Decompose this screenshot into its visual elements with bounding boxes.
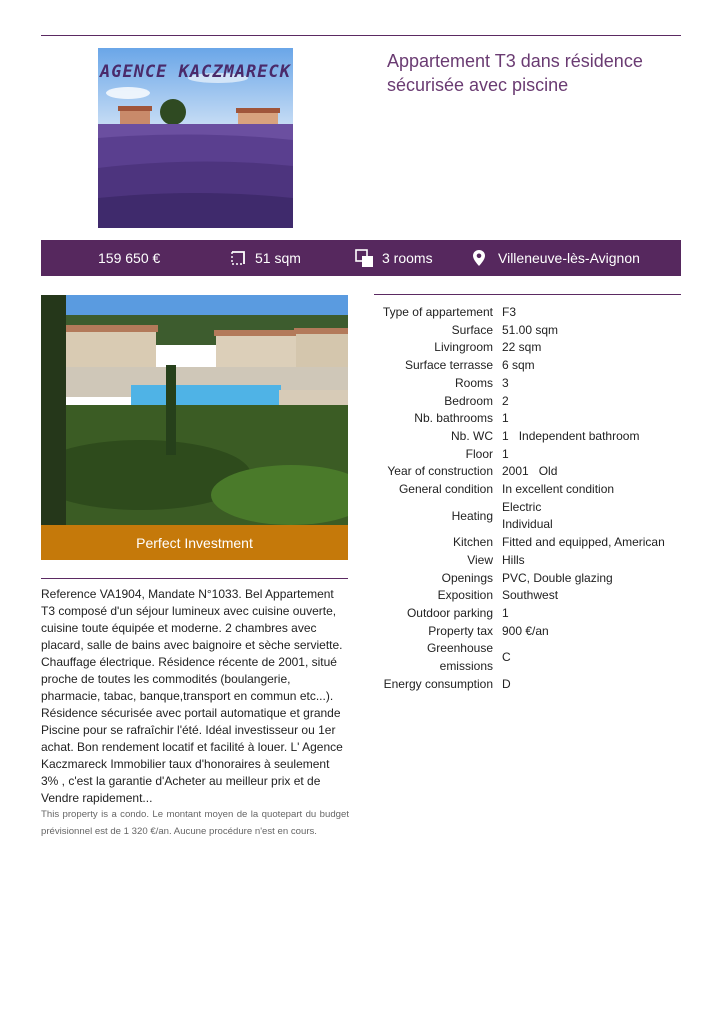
spec-label: Year of construction [387, 464, 493, 479]
spec-value: D [502, 676, 511, 691]
spec-value: 1 [502, 605, 509, 620]
spec-value-line: Electric [502, 499, 542, 514]
spec-label: General condition [398, 482, 493, 497]
spec-label: Rooms [454, 375, 493, 390]
specs-table [374, 304, 684, 693]
property-photo [41, 295, 348, 525]
spec-value: PVC, Double glazing [502, 570, 613, 585]
spec-value: Fitted and equipped, American [502, 535, 665, 550]
spec-value-extra: Old [538, 464, 558, 479]
spec-value: Southwest [502, 588, 559, 603]
spec-row [374, 640, 684, 675]
spec-value [502, 463, 557, 481]
spec-label: Outdoor parking [406, 605, 493, 620]
spec-label-line: emissions [439, 659, 493, 674]
spec-label: Surface terrasse [404, 358, 493, 373]
spec-value: In excellent condition [502, 482, 615, 497]
spec-label: Bedroom [444, 393, 493, 408]
spec-label: Nb. bathrooms [414, 411, 493, 426]
spec-value: 1 [502, 411, 509, 426]
spec-label: Kitchen [452, 535, 493, 550]
spec-value: C [502, 650, 511, 665]
spec-row [374, 304, 684, 322]
surface-value: 51 sqm [255, 250, 301, 266]
surface-icon [229, 249, 247, 267]
spec-row [374, 357, 684, 375]
spec-row [374, 676, 684, 694]
spec-label [374, 640, 493, 675]
description-text: Reference VA1904, Mandate N°1033. Bel Appartement T3 composé d'un séjour lumineux avec cuisine ouverte, cuisine toute équipée et moderne. 2 chambres avec placard, salle de bains avec baignoire et sèche serviette. Chauffage électrique. Résidence récente de 2001, situé proche de toutes les commodités (boulangerie, pharmacie, tabac, banque,transport en commun etc...). Résidence sécurisée avec portail automatique et grande Piscine pour se rafraîchir l'été. Idéal investisseur ou 1er achat. Bon rendement locatif et facilité à louer. L' Agence Kaczmareck Immobilier taux d'honoraires à seulement 3% , c'est la garantie d'Acheter au meilleur prix et de Vendre rapidement... [41, 587, 343, 805]
spec-row [374, 534, 684, 552]
spec-label: View [467, 552, 493, 567]
info-bar [41, 240, 681, 276]
rooms-icon [355, 249, 374, 268]
spec-row [374, 393, 684, 411]
spec-label-line: Greenhouse [426, 641, 493, 656]
spec-value: 900 €/an [502, 623, 549, 638]
logo-text: AGENCE KACZMARECK [100, 62, 291, 82]
spec-row [374, 587, 684, 605]
rooms-info [355, 240, 433, 276]
spec-row [374, 481, 684, 499]
specs-divider [374, 294, 681, 295]
spec-row [374, 463, 684, 481]
description-divider [41, 578, 348, 579]
spec-row [374, 375, 684, 393]
rooms-value: 3 rooms [382, 250, 433, 266]
top-divider [41, 35, 681, 36]
spec-value: 6 sqm [502, 358, 535, 373]
spec-value-main: 1 [502, 428, 509, 443]
spec-value: F3 [502, 305, 517, 319]
location-value: Villeneuve-lès-Avignon [498, 250, 640, 266]
spec-label: Type of appartement [382, 305, 493, 319]
price [98, 240, 160, 276]
spec-label: Nb. WC [451, 428, 493, 443]
location-pin-icon [472, 249, 486, 267]
spec-value: 2 [502, 393, 509, 408]
spec-value: 1 [502, 446, 509, 461]
spec-row [374, 623, 684, 641]
spec-row [374, 428, 684, 446]
spec-label: Property tax [428, 623, 493, 638]
spec-label: Heating [451, 508, 493, 523]
condo-note: This property is a condo. Le montant moyen de la quotepart du budget prévisionnel est de 1 320 €/an. Aucune procédure n'est en cours. [41, 809, 349, 837]
spec-value: 51.00 sqm [502, 322, 559, 337]
price-value: 159 650 € [98, 250, 161, 266]
spec-value [502, 499, 553, 534]
surface-info [229, 240, 301, 276]
property-title: Appartement T3 dans résidence sécurisée avec piscine [387, 51, 643, 95]
spec-label: Openings [441, 570, 493, 585]
spec-row [374, 339, 684, 357]
photo-banner: Perfect Investment [41, 525, 348, 560]
spec-value-extra: Independent bathroom [518, 428, 640, 443]
spec-row [374, 322, 684, 340]
location-info [472, 240, 640, 276]
spec-value [502, 428, 639, 446]
spec-label: Livingroom [434, 340, 493, 355]
spec-label: Surface [451, 322, 493, 337]
spec-label: Energy consumption [383, 676, 493, 691]
spec-row [374, 605, 684, 623]
spec-row [374, 499, 684, 534]
spec-value: 22 sqm [502, 340, 542, 355]
spec-row [374, 552, 684, 570]
spec-value-main: 2001 [502, 464, 529, 479]
spec-label: Exposition [437, 588, 493, 603]
spec-label: Floor [465, 446, 493, 461]
spec-value: Hills [502, 552, 525, 567]
spec-row [374, 446, 684, 464]
spec-row [374, 570, 684, 588]
spec-value-line: Individual [502, 517, 553, 532]
spec-row [374, 410, 684, 428]
spec-value: 3 [502, 375, 509, 390]
agency-logo [98, 48, 293, 228]
